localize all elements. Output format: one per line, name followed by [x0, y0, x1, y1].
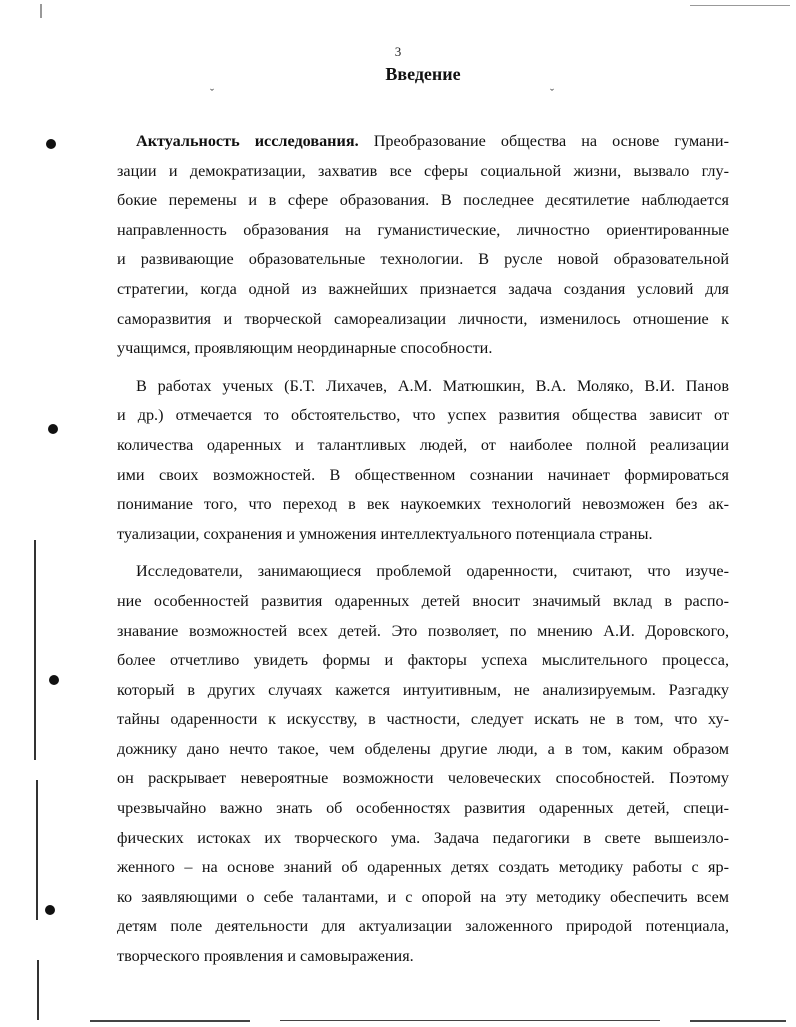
- binding-hole-mark: [45, 905, 55, 915]
- scan-mark-right: ˇ: [550, 86, 554, 100]
- paragraph-lead: Актуальность исследования.: [136, 132, 359, 150]
- text-line: В работах ученых (Б.Т. Лихачев, А.М. Матюшкин, В.А. Моляко, В.И. Панов: [136, 376, 729, 395]
- text-line: творческого проявления и самовыражения.: [117, 947, 414, 966]
- binding-hole-mark: [46, 139, 56, 149]
- text-line: направленность образования на гуманистические, личностно ориентированные: [117, 220, 729, 239]
- paragraph: [117, 372, 729, 550]
- text-line: и др.) отмечается то обстоятельство, что успех развития общества зависит от: [117, 406, 729, 425]
- text-line: фических истоках их творческого ума. Задача педагогики в свете вышеизло-: [117, 828, 729, 847]
- text-line: женного – на основе знаний об одаренных детях создать методику работы с яр-: [117, 858, 729, 877]
- text-line: понимание того, что переход в век наукоемких технологий невозможен без ак-: [117, 495, 729, 514]
- text-line: знавание возможностей всех детей. Это позволяет, по мнению А.И. Доровского,: [117, 621, 729, 640]
- text-line: учащимся, проявляющим неординарные способности.: [117, 339, 493, 358]
- paragraph: [117, 127, 729, 364]
- scan-edge-line: [37, 960, 39, 1020]
- scan-artifact-bottom: [690, 1020, 786, 1022]
- text-line: тайны одаренности к искусству, в частности, следует искать не в том, что ху-: [117, 710, 729, 729]
- binding-hole-mark: [49, 675, 59, 685]
- scan-artifact-top-right: [690, 5, 790, 6]
- text-line: количества одаренных и талантливых людей, от наиболее полной реализации: [117, 435, 729, 454]
- text-line: саморазвития и творческой самореализации личности, изменилось отношение к: [117, 309, 729, 328]
- text-line: ние особенностей развития одаренных детей вносит значимый вклад в распо-: [117, 591, 729, 610]
- text-line: детям поле деятельности для актуализации заложенного природой потенциала,: [117, 917, 729, 936]
- text-line: чрезвычайно важно знать об особенностях развития одаренных детей, специ-: [117, 799, 729, 818]
- text-line: дожнику дано нечто такое, чем обделены другие люди, а в том, каким образом: [117, 739, 729, 758]
- text-line: более отчетливо увидеть формы и факторы успеха мыслительного процесса,: [117, 651, 729, 670]
- scan-mark-left: ˇ: [210, 86, 214, 100]
- scan-edge-line: [36, 780, 38, 920]
- text-line: Актуальность исследования. Преобразование общества на основе гумани-: [136, 132, 729, 150]
- text-line: он раскрывает невероятные возможности человеческих способностей. Поэтому: [117, 769, 729, 788]
- text-line: зации и демократизации, захватив все сферы социальной жизни, вызвало глу-: [117, 161, 729, 180]
- scan-artifact-bottom: [90, 1020, 250, 1022]
- paragraph: [117, 557, 729, 971]
- text-line: бокие перемены и в сфере образования. В последнее десятилетие наблюдается: [117, 191, 729, 210]
- scan-artifact-top-left: [40, 4, 42, 18]
- text-line: и развивающие образовательные технологии. В русле новой образовательной: [117, 250, 729, 269]
- scan-artifact-bottom: [280, 1020, 660, 1021]
- text-line: ими своих возможностей. В общественном сознании начинает формироваться: [117, 465, 729, 484]
- page-title: Введение: [385, 64, 461, 84]
- text-line: Исследователи, занимающиеся проблемой одаренности, считают, что изуче-: [136, 562, 729, 581]
- scan-edge-line: [34, 540, 36, 760]
- body-text: [117, 127, 729, 972]
- page-number: 3: [394, 44, 402, 59]
- text-line: туализации, сохранения и умножения интеллектуального потенциала страны.: [117, 524, 653, 543]
- text-line: ко заявляющими о себе талантами, и с опорой на эту методику обеспечить всем: [117, 887, 729, 906]
- binding-hole-mark: [48, 424, 58, 434]
- text-line: стратегии, когда одной из важнейших признается задача создания условий для: [117, 279, 729, 298]
- text-line: который в других случаях кажется интуитивным, не анализируемым. Разгадку: [117, 680, 729, 699]
